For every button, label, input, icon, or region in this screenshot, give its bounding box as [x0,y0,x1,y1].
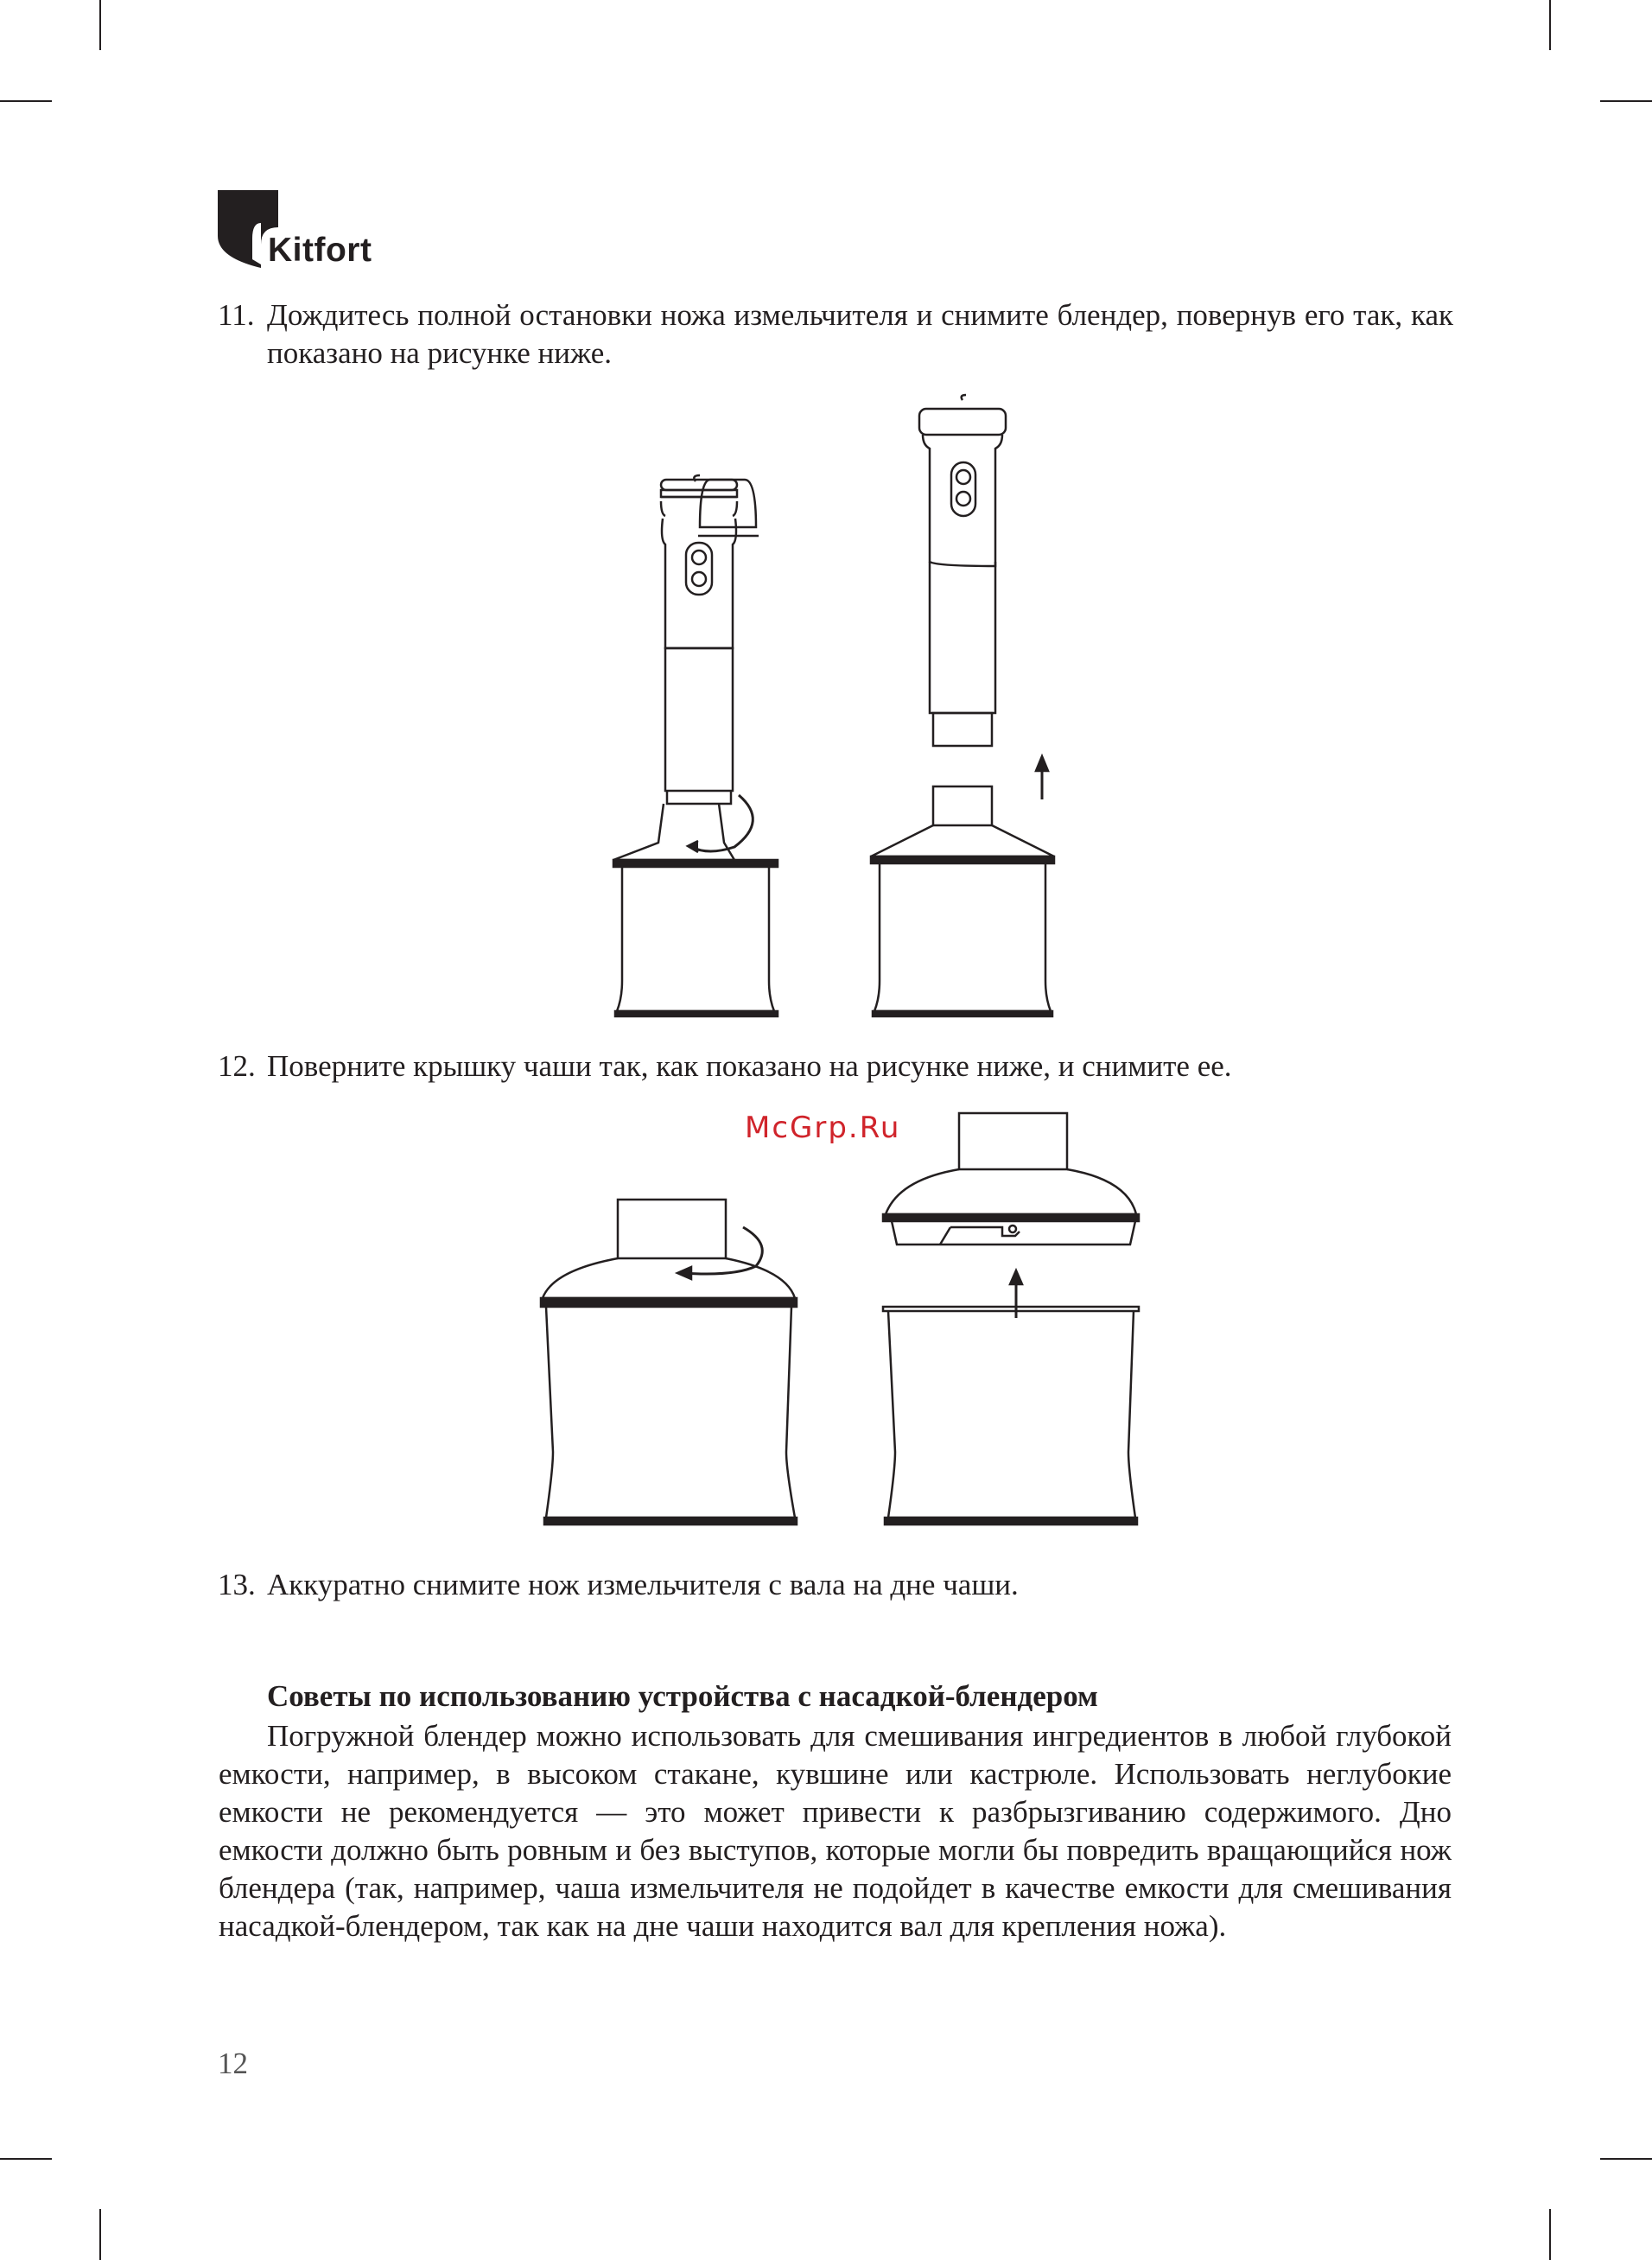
page-number: 12 [218,2047,248,2080]
crop-mark [99,2209,101,2260]
step-12 [218,1047,1453,1085]
blender-attached-illustration [613,475,778,1016]
step-13 [218,1566,1453,1604]
crop-mark [1549,2209,1551,2260]
crop-mark [1549,0,1551,50]
crop-mark [1600,2158,1652,2160]
lid-lifted-illustration [883,1113,1139,1525]
tips-paragraph: Погружной блендер можно использовать для смешивания ингредиентов в любой глубокой емкости, например, в высоком стакане, кувшине или кастрюле. Использовать неглубокие емкости не рекомендуется — это может привести к разбрызгиванию содержимого. Дно емкости должно быть ровным и без выступов, которые могли бы повредить вращающийся нож блендера (так, например, чаша измельчителя не подойдет в качестве емкости для смешивания насадкой-блендером, так как на дне чаши находится вал для крепления ножа). [219,1719,1452,1943]
brand-name: Kitfort [268,232,372,269]
step-text: Дождитесь полной остановки ножа измельчителя и снимите блендер, повернув его так, как показано на рисунке ниже. [267,298,1453,370]
step-11 [218,296,1453,374]
crop-mark [0,100,52,102]
step-number: 13. [218,1568,256,1601]
blender-detached-illustration [871,395,1054,1016]
crop-mark [0,2158,52,2160]
section-heading: Советы по использованию устройства с насадкой-блендером [267,1679,1098,1713]
figure-lid-removal [536,1106,1141,1530]
bowl-with-lid-illustration [541,1200,797,1525]
crop-mark [99,0,101,50]
step-number: 12. [218,1049,256,1083]
crop-mark [1600,100,1652,102]
step-text: Аккуратно снимите нож измельчителя с вала на дне чаши. [267,1568,1019,1601]
step-number: 11. [218,298,255,332]
figure-blender-removal [596,393,1080,1020]
step-text: Поверните крышку чаши так, как показано на рисунке ниже, и снимите ее. [267,1049,1232,1083]
watermark: McGrp.Ru [745,1111,901,1145]
